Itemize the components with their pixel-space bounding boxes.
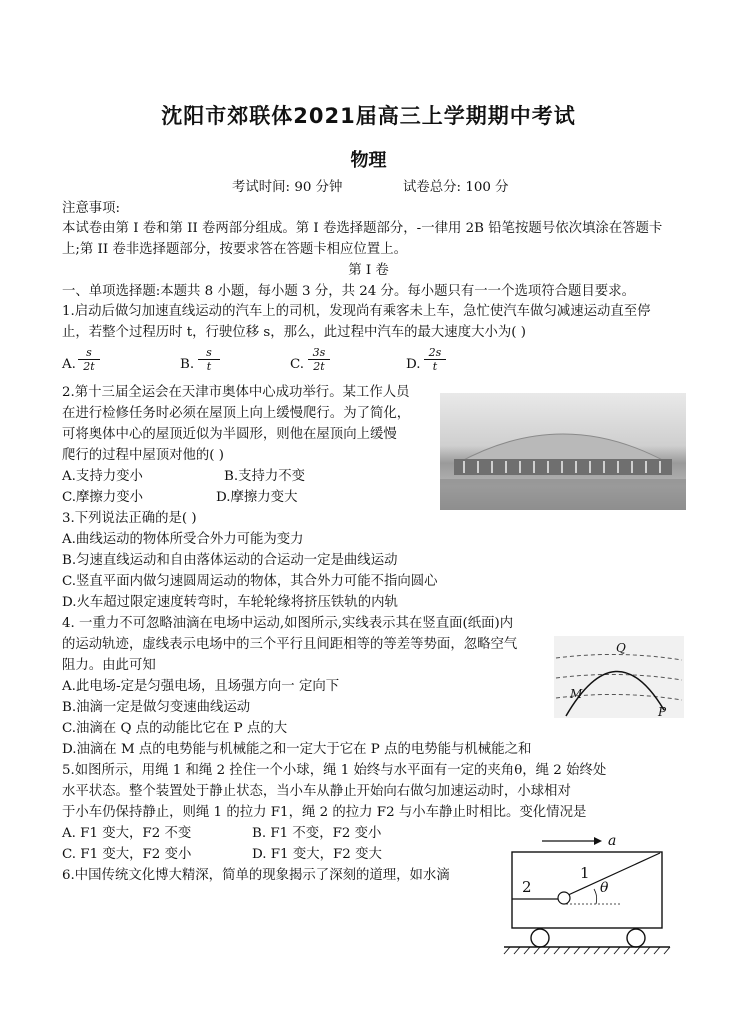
q3-stem: 3.下列说法正确的是( ) — [62, 511, 197, 526]
q5-label-rope-2: 2 — [522, 878, 532, 896]
q1-option-d-label: D. — [406, 357, 421, 372]
q4-option-d: D.油滴在 M 点的电势能与机械能之和一定大于它在 P 点的电势能与机械能之和 — [62, 742, 532, 757]
stadium-illustration — [440, 393, 686, 510]
section-title: 第 I 卷 — [348, 263, 389, 278]
q1-option-a-fraction — [78, 346, 100, 373]
q5-label-theta: θ — [600, 880, 609, 896]
q4-line-2: 的运动轨迹，虚线表示电场中的三个平行且间距相等的等差等势面，忽略空气 — [62, 637, 518, 652]
q5-option-a: A. F1 变大，F2 不变 — [62, 826, 192, 841]
q1-option-d-den: t — [432, 360, 438, 373]
q5-line-2: 水平状态。整个装置处于静止状态，当小车从静止开始向右做匀加速运动时，小球相对 — [62, 784, 571, 799]
q1-option-a-num: s — [78, 346, 100, 360]
q1-option-c-num: 3s — [308, 346, 330, 360]
q2-line-2: 在进行检修任务时必须在屋顶上向上缓慢爬行。为了简化， — [62, 406, 411, 421]
q2-line-3: 可将奥体中心的屋顶近似为半圆形，则他在屋顶向上缓慢 — [62, 427, 397, 442]
q6-line-1: 6.中国传统文化博大精深，简单的现象揭示了深刻的道理，如水滴 — [62, 868, 450, 883]
subject-title: 物理 — [350, 150, 387, 171]
q4-line-3: 阻力。由此可知 — [62, 658, 156, 673]
q2-line-1: 2.第十三届全运会在天津市奥体中心成功举行。某工作人员 — [62, 385, 410, 400]
q4-label-q: Q — [616, 641, 626, 655]
q1-option-b-label: B. — [180, 357, 195, 372]
q2-line-4: 爬行的过程中屋顶对他的( ) — [62, 448, 225, 463]
section-instruction: 一、单项选择题:本题共 8 小题，每小题 3 分，共 24 分。每小题只有一一个选项符合题目要求。 — [62, 284, 635, 299]
q2-option-a: A.支持力变小 — [62, 469, 143, 484]
q2-option-c: C.摩擦力变小 — [62, 490, 143, 505]
q4-option-b: B.油滴一定是做匀变速曲线运动 — [62, 700, 251, 715]
notice-line-2: 上;第 II 卷非选择题部分，按要求答在答题卡相应位置上。 — [62, 242, 407, 257]
q4-line-1: 4. 一重力不可忽略油滴在电场中运动,如图所示,实线表示其在竖直面(纸面)内 — [62, 616, 514, 631]
q1-option-a-label: A. — [62, 357, 76, 372]
cart-ball-rope-diagram — [502, 828, 672, 956]
q1-option-c-fraction — [308, 346, 330, 373]
q4-option-a: A.此电场-定是匀强电场，且场强方向一 定向下 — [62, 679, 340, 694]
q1-option-b-fraction — [198, 346, 220, 373]
q3-option-c: C.竖直平面内做匀速圆周运动的物体，其合外力可能不指向圆心 — [62, 574, 438, 589]
q1-line-2: 止，若整个过程历时 t，行驶位移 s，那么，此过程中汽车的最大速度大小为( ) — [62, 325, 526, 340]
q5-figure — [502, 828, 672, 956]
q1-option-a-den: 2t — [83, 360, 95, 373]
q1-option-d-num: 2s — [424, 346, 446, 360]
q5-option-b: B. F1 不变，F2 变小 — [252, 826, 382, 841]
total-score: 试卷总分: 100 分 — [403, 180, 509, 195]
exam-time: 考试时间: 90 分钟 — [232, 180, 343, 195]
q5-option-c: C. F1 变大，F2 变小 — [62, 847, 192, 862]
q4-figure — [554, 636, 684, 718]
q5-option-d: D. F1 变大，F2 变大 — [252, 847, 382, 862]
q1-option-c-den: 2t — [313, 360, 325, 373]
q1-option-d-fraction — [424, 346, 446, 373]
notice-line-1: 本试卷由第 I 卷和第 II 卷两部分组成。第 I 卷选择题部分，-一律用 2B 铅笔按题号依次填涂在答题卡 — [62, 221, 663, 236]
q1-line-1: 1.启动后做匀加速直线运动的汽车上的司机，发现尚有乘客未上车，急忙使汽车做匀减速运动直至停 — [62, 304, 651, 319]
notice-heading: 注意事项: — [62, 201, 121, 216]
q1-option-b-den: t — [206, 360, 212, 373]
q3-option-d: D.火车超过限定速度转弯时，车轮轮缘将挤压铁轨的内轨 — [62, 595, 398, 610]
q4-option-c: C.油滴在 Q 点的动能比它在 P 点的大 — [62, 721, 288, 736]
q5-line-1: 5.如图所示，用绳 1 和绳 2 拴住一个小球，绳 1 始终与水平面有一定的夹角θ，绳 2 始终处 — [62, 763, 607, 778]
q5-label-rope-1: 1 — [580, 864, 590, 882]
stadium-photo — [440, 393, 686, 510]
q4-label-p: P — [658, 705, 667, 718]
q1-option-c-label: C. — [290, 357, 305, 372]
q2-option-d: D.摩擦力变大 — [216, 490, 298, 505]
q2-option-b: B.支持力不变 — [224, 469, 306, 484]
q4-label-m: M — [570, 687, 583, 701]
exam-title: 沈阳市郊联体2021届高三上学期期中考试 — [161, 104, 576, 128]
q3-option-b: B.匀速直线运动和自由落体运动的合运动一定是曲线运动 — [62, 553, 398, 568]
oil-drop-trajectory-diagram — [554, 636, 684, 718]
q3-option-a: A.曲线运动的物体所受合外力可能为变力 — [62, 532, 304, 547]
q1-option-b-num: s — [198, 346, 220, 360]
q5-line-3: 于小车仍保持静止，则绳 1 的拉力 F1，绳 2 的拉力 F2 与小车静止时相比。变化情况是 — [62, 805, 587, 820]
q5-label-a: a — [608, 833, 617, 849]
